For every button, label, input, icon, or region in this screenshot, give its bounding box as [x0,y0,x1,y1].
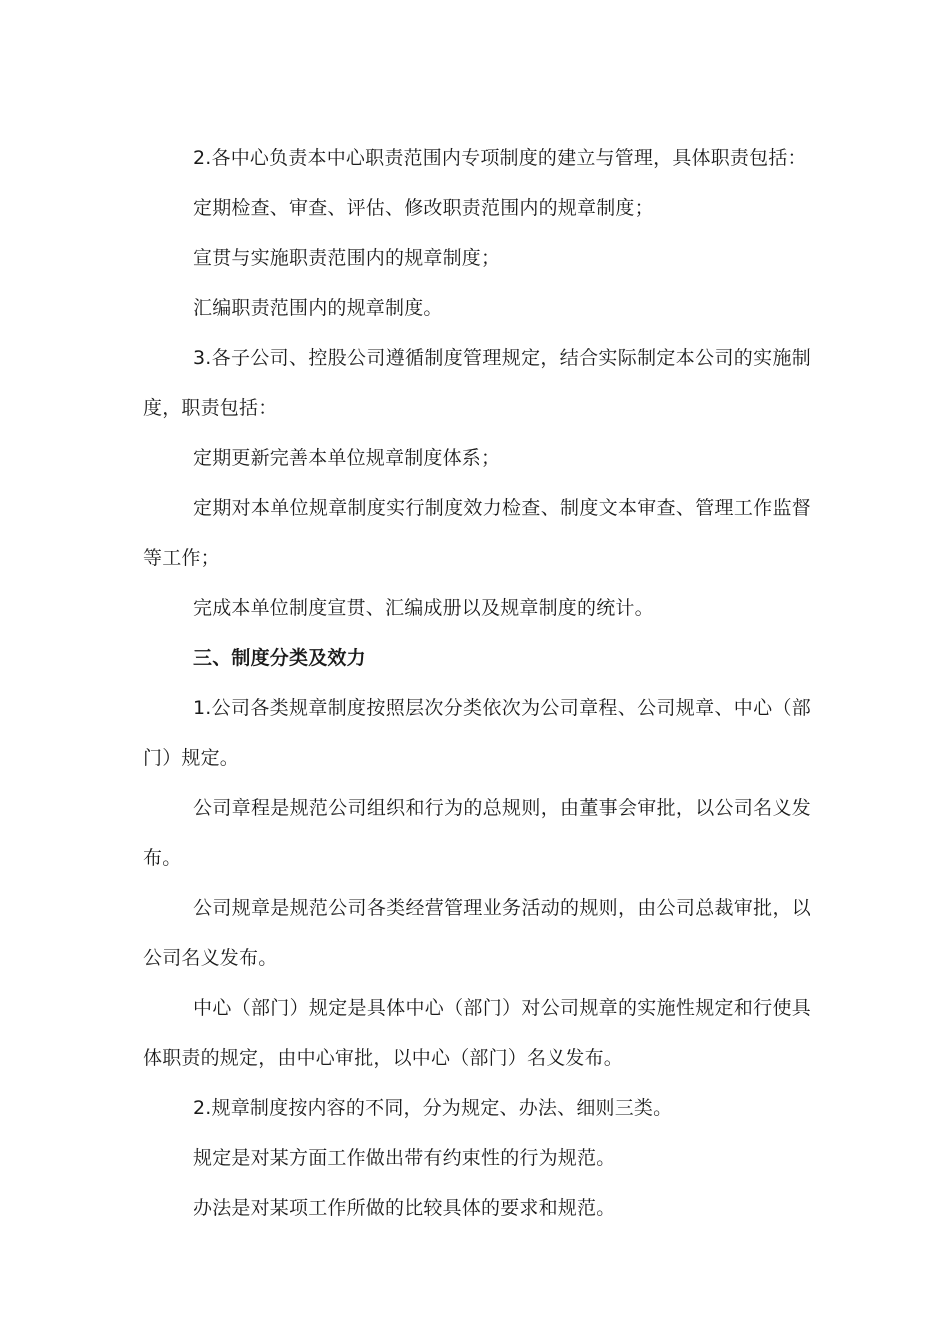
paragraph-subsidiary-duties: 3.各子公司、控股公司遵循制度管理规定，结合实际制定本公司的实施制度，职责包括： [143,347,811,419]
paragraph-center-duties: 2.各中心负责本中心职责范围内专项制度的建立与管理，具体职责包括： [193,147,807,169]
paragraph-hierarchy: 1.公司各类规章制度按照层次分类依次为公司章程、公司规章、中心（部门）规定。 [143,697,811,769]
paragraph-department-rules: 中心（部门）规定是具体中心（部门）对公司规章的实施性规定和行使具体职责的规定，由中心审批，以中心（部门）名义发布。 [143,997,811,1069]
paragraph-duty-statistics: 完成本单位制度宣贯、汇编成册以及规章制度的统计。 [193,597,654,619]
paragraph-articles: 公司章程是规范公司组织和行为的总规则，由董事会审批，以公司名义发布。 [143,797,811,869]
paragraph-regulation-def: 规定是对某方面工作做出带有约束性的行为规范。 [193,1147,616,1169]
paragraph-company-rules: 公司规章是规范公司各类经营管理业务活动的规则，由公司总裁审批，以公司名义发布。 [143,897,811,969]
paragraph-duty-review: 定期检查、审查、评估、修改职责范围内的规章制度； [193,197,654,219]
section-heading-classification: 三、制度分类及效力 [193,647,366,669]
paragraph-duty-inspect: 定期对本单位规章制度实行制度效力检查、制度文本审查、管理工作监督等工作； [143,497,811,569]
paragraph-measure-def: 办法是对某项工作所做的比较具体的要求和规范。 [193,1197,616,1219]
document-body [143,133,811,1233]
paragraph-duty-implement: 宣贯与实施职责范围内的规章制度； [193,247,501,269]
paragraph-duty-update: 定期更新完善本单位规章制度体系； [193,447,501,469]
paragraph-duty-compile: 汇编职责范围内的规章制度。 [193,297,443,319]
paragraph-content-types: 2.规章制度按内容的不同，分为规定、办法、细则三类。 [193,1097,673,1119]
